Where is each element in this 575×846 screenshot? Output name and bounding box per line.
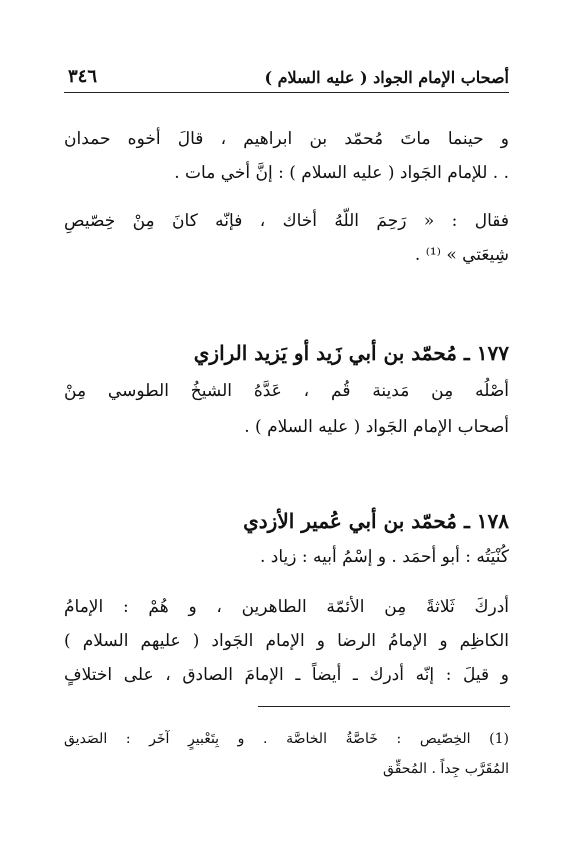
entry-177-heading: ١٧٧ ـ مُحمّد بن أبي زَيد أو يَزيد الرازي: [193, 341, 509, 365]
footnote-divider: [258, 706, 510, 707]
footnote-line2: المُقَرَّب جِداً . المُحقِّق: [383, 761, 509, 777]
entry-178-line2: أدركَ ثَلاثةً مِن الأئمّة الطاهرين ، و هُمْ : الإمامُ: [64, 597, 509, 617]
entry-178-kunya-line: كُنْيَتُه : أبو أحمَد . و إسْمُ أبيه : زياد .: [260, 547, 509, 567]
entry-178-line3: الكاظِم و الإمامُ الرضا و الإمام الجَواد ( عليهم السلام ): [64, 631, 509, 651]
entry-178-heading: ١٧٨ ـ مُحمّد بن أبي عُمير الأزدي: [243, 509, 509, 533]
running-title: أصحاب الإمام الجواد ( عليه السلام ): [264, 68, 509, 87]
paragraph2-line1: فقال : « رَحِمَ اللّهُ أخاك ، فإنّه كانَ مِنْ خِصّيصِ: [64, 211, 509, 231]
entry-177-line1: أصْلُه مِن مَدينة قُم ، عَدَّهُ الشيخُ الطوسي مِنْ: [64, 381, 509, 401]
entry-177-line2: أصحاب الإمام الجَواد ( عليه السلام ) .: [244, 417, 509, 437]
page-header: [64, 62, 509, 93]
footnote-line1: (1) الخِصّيص : خَاصَّةُ الخاصَّة . و بِتَعْبيرٍ آخَر : الصَديق: [64, 731, 509, 747]
paragraph1-line2: . . للإمام الجَواد ( عليه السلام ) : إنَّ أخي مات .: [174, 163, 509, 183]
paragraph1-line1: و حينما ماتَ مُحمّد بن ابراهيم ، قالَ أخوه حمدان: [64, 129, 509, 149]
entry-178-line4: و قيلَ : إنّه أدرك ـ أيضاً ـ الإمامَ الصادق ، على اختلافٍ: [64, 665, 509, 685]
page-number: ٣٤٦: [68, 66, 98, 87]
paragraph2-line2: شِيعَتي » ⁽¹⁾ .: [414, 245, 509, 265]
